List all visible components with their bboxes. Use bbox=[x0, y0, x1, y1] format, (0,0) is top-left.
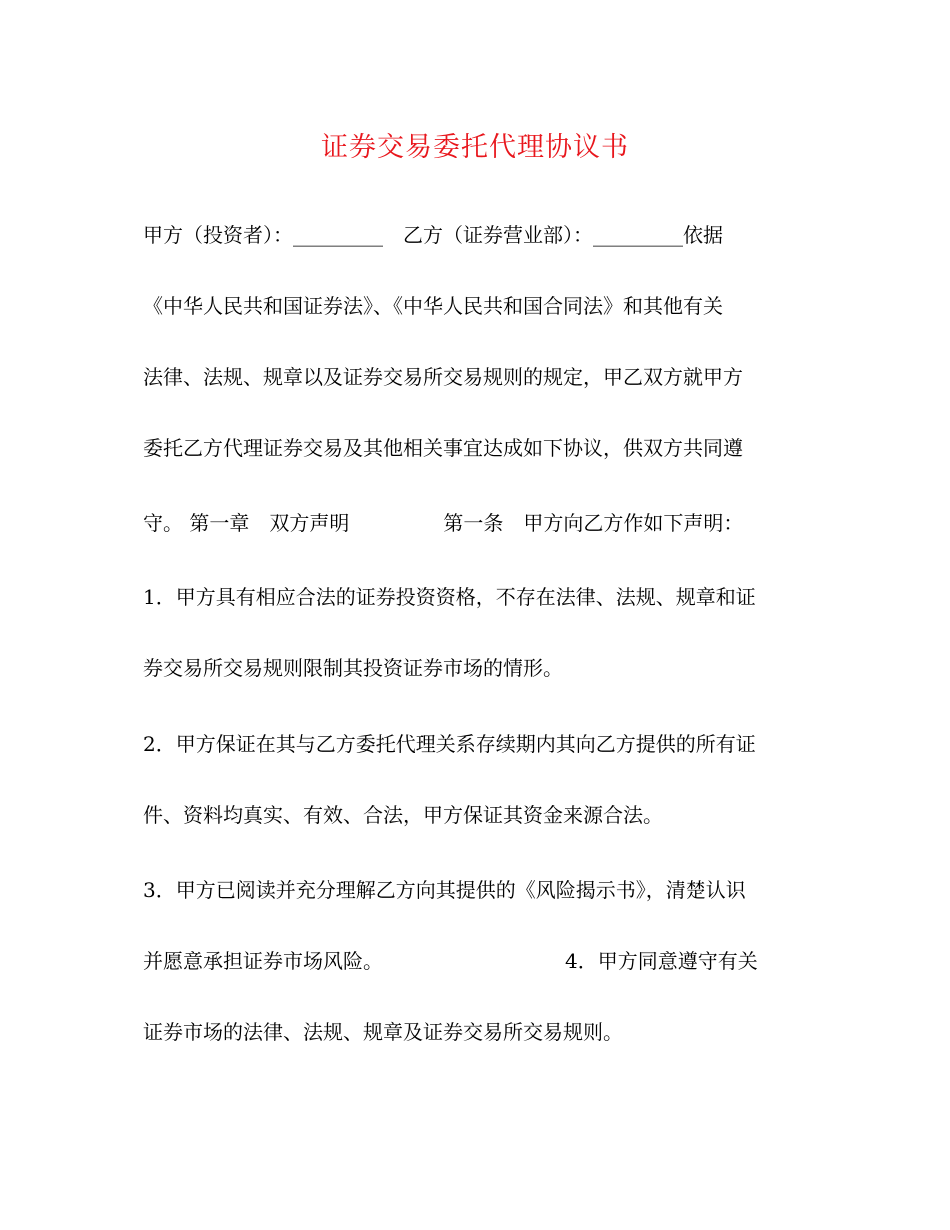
article-heading: 第一条 甲方向乙方作如下声明： bbox=[443, 511, 744, 535]
text-line-2: 《中华人民共和国证券法》、《中华人民共和国合同法》和其他有关 bbox=[143, 294, 723, 318]
text-line-10: 3．甲方已阅读并充分理解乙方向其提供的《风险揭示书》，清楚认识 bbox=[143, 878, 746, 902]
chapter-heading: 守。 第一章 双方声明 bbox=[143, 511, 350, 535]
clause-4-start: 4．甲方同意遵守有关 bbox=[565, 949, 758, 973]
document-title: 证券交易委托代理协议书 bbox=[321, 132, 629, 163]
text-line-8: 2．甲方保证在其与乙方委托代理关系存续期内其向乙方提供的所有证 bbox=[143, 732, 756, 756]
clause-3-end: 并愿意承担证券市场风险。 bbox=[143, 949, 383, 973]
party-b-field: 乙方（证券营业部）：_________依据 bbox=[403, 223, 723, 247]
text-line-4: 委托乙方代理证券交易及其他相关事宜达成如下协议，供双方共同遵 bbox=[143, 436, 743, 460]
text-line-11 bbox=[143, 946, 758, 976]
text-line-6: 1．甲方具有相应合法的证券投资资格，不存在法律、法规、规章和证 bbox=[143, 585, 756, 609]
text-line-1 bbox=[143, 220, 723, 250]
text-line-3: 法律、法规、规章以及证券交易所交易规则的规定，甲乙双方就甲方 bbox=[143, 365, 743, 389]
text-line-5 bbox=[143, 508, 743, 538]
party-a-field: 甲方（投资者）：_________ bbox=[143, 223, 383, 247]
text-line-7: 券交易所交易规则限制其投资证券市场的情形。 bbox=[143, 656, 563, 680]
text-line-12: 证券市场的法律、法规、规章及证券交易所交易规则。 bbox=[143, 1020, 623, 1044]
text-line-9: 件、资料均真实、有效、合法，甲方保证其资金来源合法。 bbox=[143, 803, 663, 827]
